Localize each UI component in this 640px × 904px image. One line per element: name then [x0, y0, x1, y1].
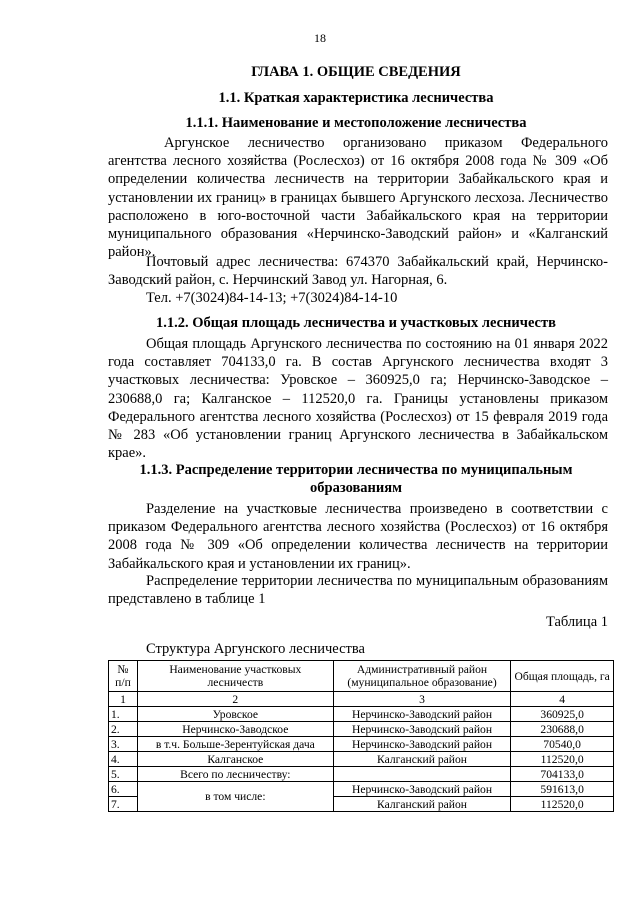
- row-name: в т.ч. Больше-Зерентуйская дача: [137, 737, 333, 752]
- table-row: [109, 707, 614, 722]
- column-number-cell: 3: [333, 692, 511, 707]
- row-district: Нерчинско-Заводский район: [333, 707, 511, 722]
- row-area: 70540,0: [511, 737, 614, 752]
- row-district: Нерчинско-Заводский район: [333, 737, 511, 752]
- row-area: 112520,0: [511, 797, 614, 812]
- row-district: Нерчинско-Заводский район: [333, 782, 511, 797]
- column-number-cell: 2: [137, 692, 333, 707]
- row-name: в том числе:: [137, 782, 333, 812]
- paragraph-address: Почтовый адрес лесничества: 674370 Забайкальский край, Нерчинско-Заводский район, с. Нерчинский Завод ул. Нагорная, 6.: [108, 254, 608, 289]
- row-area: 112520,0: [511, 752, 614, 767]
- section-heading-1-1-1: 1.1.1. Наименование и местоположение лесничества: [185, 115, 527, 131]
- row-number: 3.: [109, 737, 138, 752]
- header-cell: Наименование участковых лесничеств: [137, 661, 333, 692]
- row-district: Калганский район: [333, 797, 511, 812]
- table-header-row: [109, 661, 614, 692]
- row-area: 591613,0: [511, 782, 614, 797]
- table-row: [109, 767, 614, 782]
- row-district: Нерчинско-Заводский район: [333, 722, 511, 737]
- row-name: Уровское: [137, 707, 333, 722]
- row-name: Калганское: [137, 752, 333, 767]
- header-cell: Административный район (муниципальное образование): [333, 661, 511, 692]
- chapter-title: ГЛАВА 1. ОБЩИЕ СВЕДЕНИЯ: [251, 64, 461, 80]
- row-number: 5.: [109, 767, 138, 782]
- row-number: 4.: [109, 752, 138, 767]
- row-number: 6.: [109, 782, 138, 797]
- forestry-structure-table: [108, 660, 614, 812]
- row-number: 2.: [109, 722, 138, 737]
- table-column-number-row: [109, 692, 614, 707]
- table-title: Структура Аргунского лесничества: [146, 641, 365, 657]
- table-row: [109, 722, 614, 737]
- table-row: [109, 752, 614, 767]
- page-number: 18: [314, 31, 326, 45]
- header-cell: Общая площадь, га: [511, 661, 614, 692]
- header-cell: № п/п: [109, 661, 138, 692]
- paragraph-phone: Тел. +7(3024)84-14-13; +7(3024)84-14-10: [146, 290, 398, 306]
- paragraph-distribution: Распределение территории лесничества по муниципальным образованиям представлено в таблице 1: [108, 573, 608, 608]
- row-area: 230688,0: [511, 722, 614, 737]
- table-caption: Таблица 1: [545, 614, 608, 630]
- row-name: Всего по лесничеству:: [137, 767, 333, 782]
- row-name: Нерчинско-Заводское: [137, 722, 333, 737]
- row-number: 1.: [109, 707, 138, 722]
- section-heading-1-1-3: 1.1.3. Распределение территории лесничества по муниципальным образованиям: [139, 462, 573, 496]
- column-number-cell: 4: [511, 692, 614, 707]
- paragraph-division: Разделение на участковые лесничества произведено в соответствии с приказом Федерального агентства лесного хозяйства (Рослесхоз) от 16 октября 2008 года № 309 «Об определении количества лесничеств на территории Забайкальского края и установлении их границ».: [108, 501, 608, 572]
- row-district: [333, 767, 511, 782]
- table-row: [109, 737, 614, 752]
- row-number: 7.: [109, 797, 138, 812]
- row-area: 704133,0: [511, 767, 614, 782]
- table-row: [109, 782, 614, 797]
- paragraph-total-area: Общая площадь Аргунского лесничества по состоянию на 01 января 2022 года составляет 704133,0 га. В состав Аргунского лесничества входят 3 участковых лесничества: Уровское – 360925,0 га; Нерчинско-Заводское – 230688,0 га; Калганское – 112520,0 га. Границы установлены приказом Федерального агентства лесного хозяйства (Рослесхоз) от 15 февраля 2019 года № 283 «Об установлении границ Аргунского лесничества в Забайкальском крае».: [108, 336, 608, 462]
- section-heading-1-1: 1.1. Краткая характеристика лесничества: [218, 90, 494, 106]
- row-area: 360925,0: [511, 707, 614, 722]
- section-heading-1-1-2: 1.1.2. Общая площадь лесничества и участковых лесничеств: [156, 315, 556, 331]
- column-number-cell: 1: [109, 692, 138, 707]
- paragraph-organization: Аргунское лесничество организовано приказом Федерального агентства лесного хозяйства (Рослесхоз) от 16 октября 2008 года № 309 «Об определении количества лесничеств на территории Забайкальского края и установлении их границ» в границах бывшего Аргунского лесхоза. Лесничество расположено в юго-восточной части Забайкальского края на территории муниципального образования «Нерчинско-Заводский район» и «Калганский район».: [108, 135, 608, 261]
- row-district: Калганский район: [333, 752, 511, 767]
